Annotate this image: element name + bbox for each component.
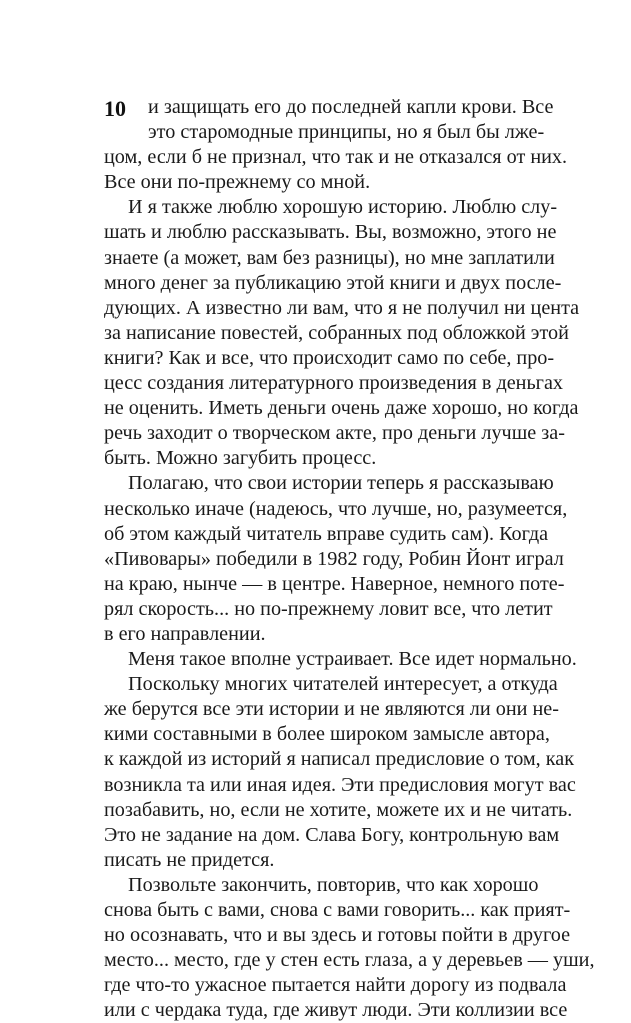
paragraph [104,647,577,672]
text-line: «Пивовары» победили в 1982 году, Робин Йонт играл [104,547,564,570]
text-line: не оценить. Иметь деньги очень даже хорошо, но когда [104,397,579,420]
text-line: об этом каждый читатель вправе судить сам). Когда [104,522,549,545]
text-line: шать и люблю рассказывать. Вы, возможно, этого не [104,221,557,244]
text-line: же берутся все эти истории и не являются ли они не- [104,698,559,721]
text-line: книги? Как и все, что происходит само по себе, про- [104,346,555,369]
text-line: на краю, нынче — в центре. Наверное, немного поте- [104,572,565,595]
text-line: И я также люблю хорошую историю. Люблю слу- [128,196,558,219]
text-line: быть. Можно загубить процесс. [104,447,377,470]
text-line: несколько иначе (надеюсь, что лучше, но, разумеется, [104,497,568,520]
text-line: и защищать его до последней капли крови. Все [148,96,554,118]
text-line: Меня такое вполне устраивает. Все идет нормально. [128,648,577,671]
paragraph [104,672,576,873]
text-line: цом, если б не признал, что так и не отказался от них. [104,146,568,169]
text-line: возникла та или иная идея. Эти предисловия могут вас [104,773,576,796]
text-line: Поскольку многих читателей интересует, а откуда [128,673,558,696]
text-line: Полагаю, что свои истории теперь я рассказываю [128,472,554,495]
text-line: к каждой из историй я написал предисловие о том, как [104,748,575,771]
body-text [104,95,595,1023]
text-line: в его направлении. [104,622,266,645]
text-line: кими составными в более широком замысле автора, [104,723,550,746]
text-line: это старомодные принципы, но я был бы лже- [148,121,545,144]
text-line: или с чердака туда, где живут люди. Эти коллизии все [104,999,568,1022]
text-line: рял скорость... но по-прежнему ловит все, что летит [104,597,553,620]
text-line: за написание повестей, собранных под обложкой этой [104,321,569,344]
text-line: но осознавать, что и вы здесь и готовы пойти в другое [104,924,571,947]
text-line: Позвольте закончить, повторив, что как хорошо [128,873,539,896]
text-line: место... место, где у стен есть глаза, а у деревьев — уши, [104,949,595,972]
text-line: писать не придется. [104,848,275,871]
text-line: цесс создания литературного произведения в деньгах [104,372,564,395]
text-line: речь заходит о творческом акте, про деньги лучше за- [104,422,565,445]
text-line: снова быть с вами, снова с вами говорить... как прият- [104,899,571,921]
text-line: Это не задание на дом. Слава Богу, контрольную вам [104,823,560,846]
text-line: дующих. А известно ли вам, что я не получил ни цента [104,296,580,319]
text-line: позабавить, но, если не хотите, можете их и не читать. [104,798,573,821]
text-line: Все они по-прежнему со мной. [104,171,371,194]
paragraph [104,195,580,471]
text-line: много денег за публикацию этой книги и двух после- [104,271,562,294]
text-line: знаете (а может, вам без разницы), но мне заплатили [104,246,555,269]
paragraph [104,471,568,647]
paragraph [104,873,595,1023]
page-number: 10 [104,96,126,121]
text-line: где что-то ужасное пытается найти дорогу из подвала [104,974,567,997]
paragraph [104,95,568,195]
